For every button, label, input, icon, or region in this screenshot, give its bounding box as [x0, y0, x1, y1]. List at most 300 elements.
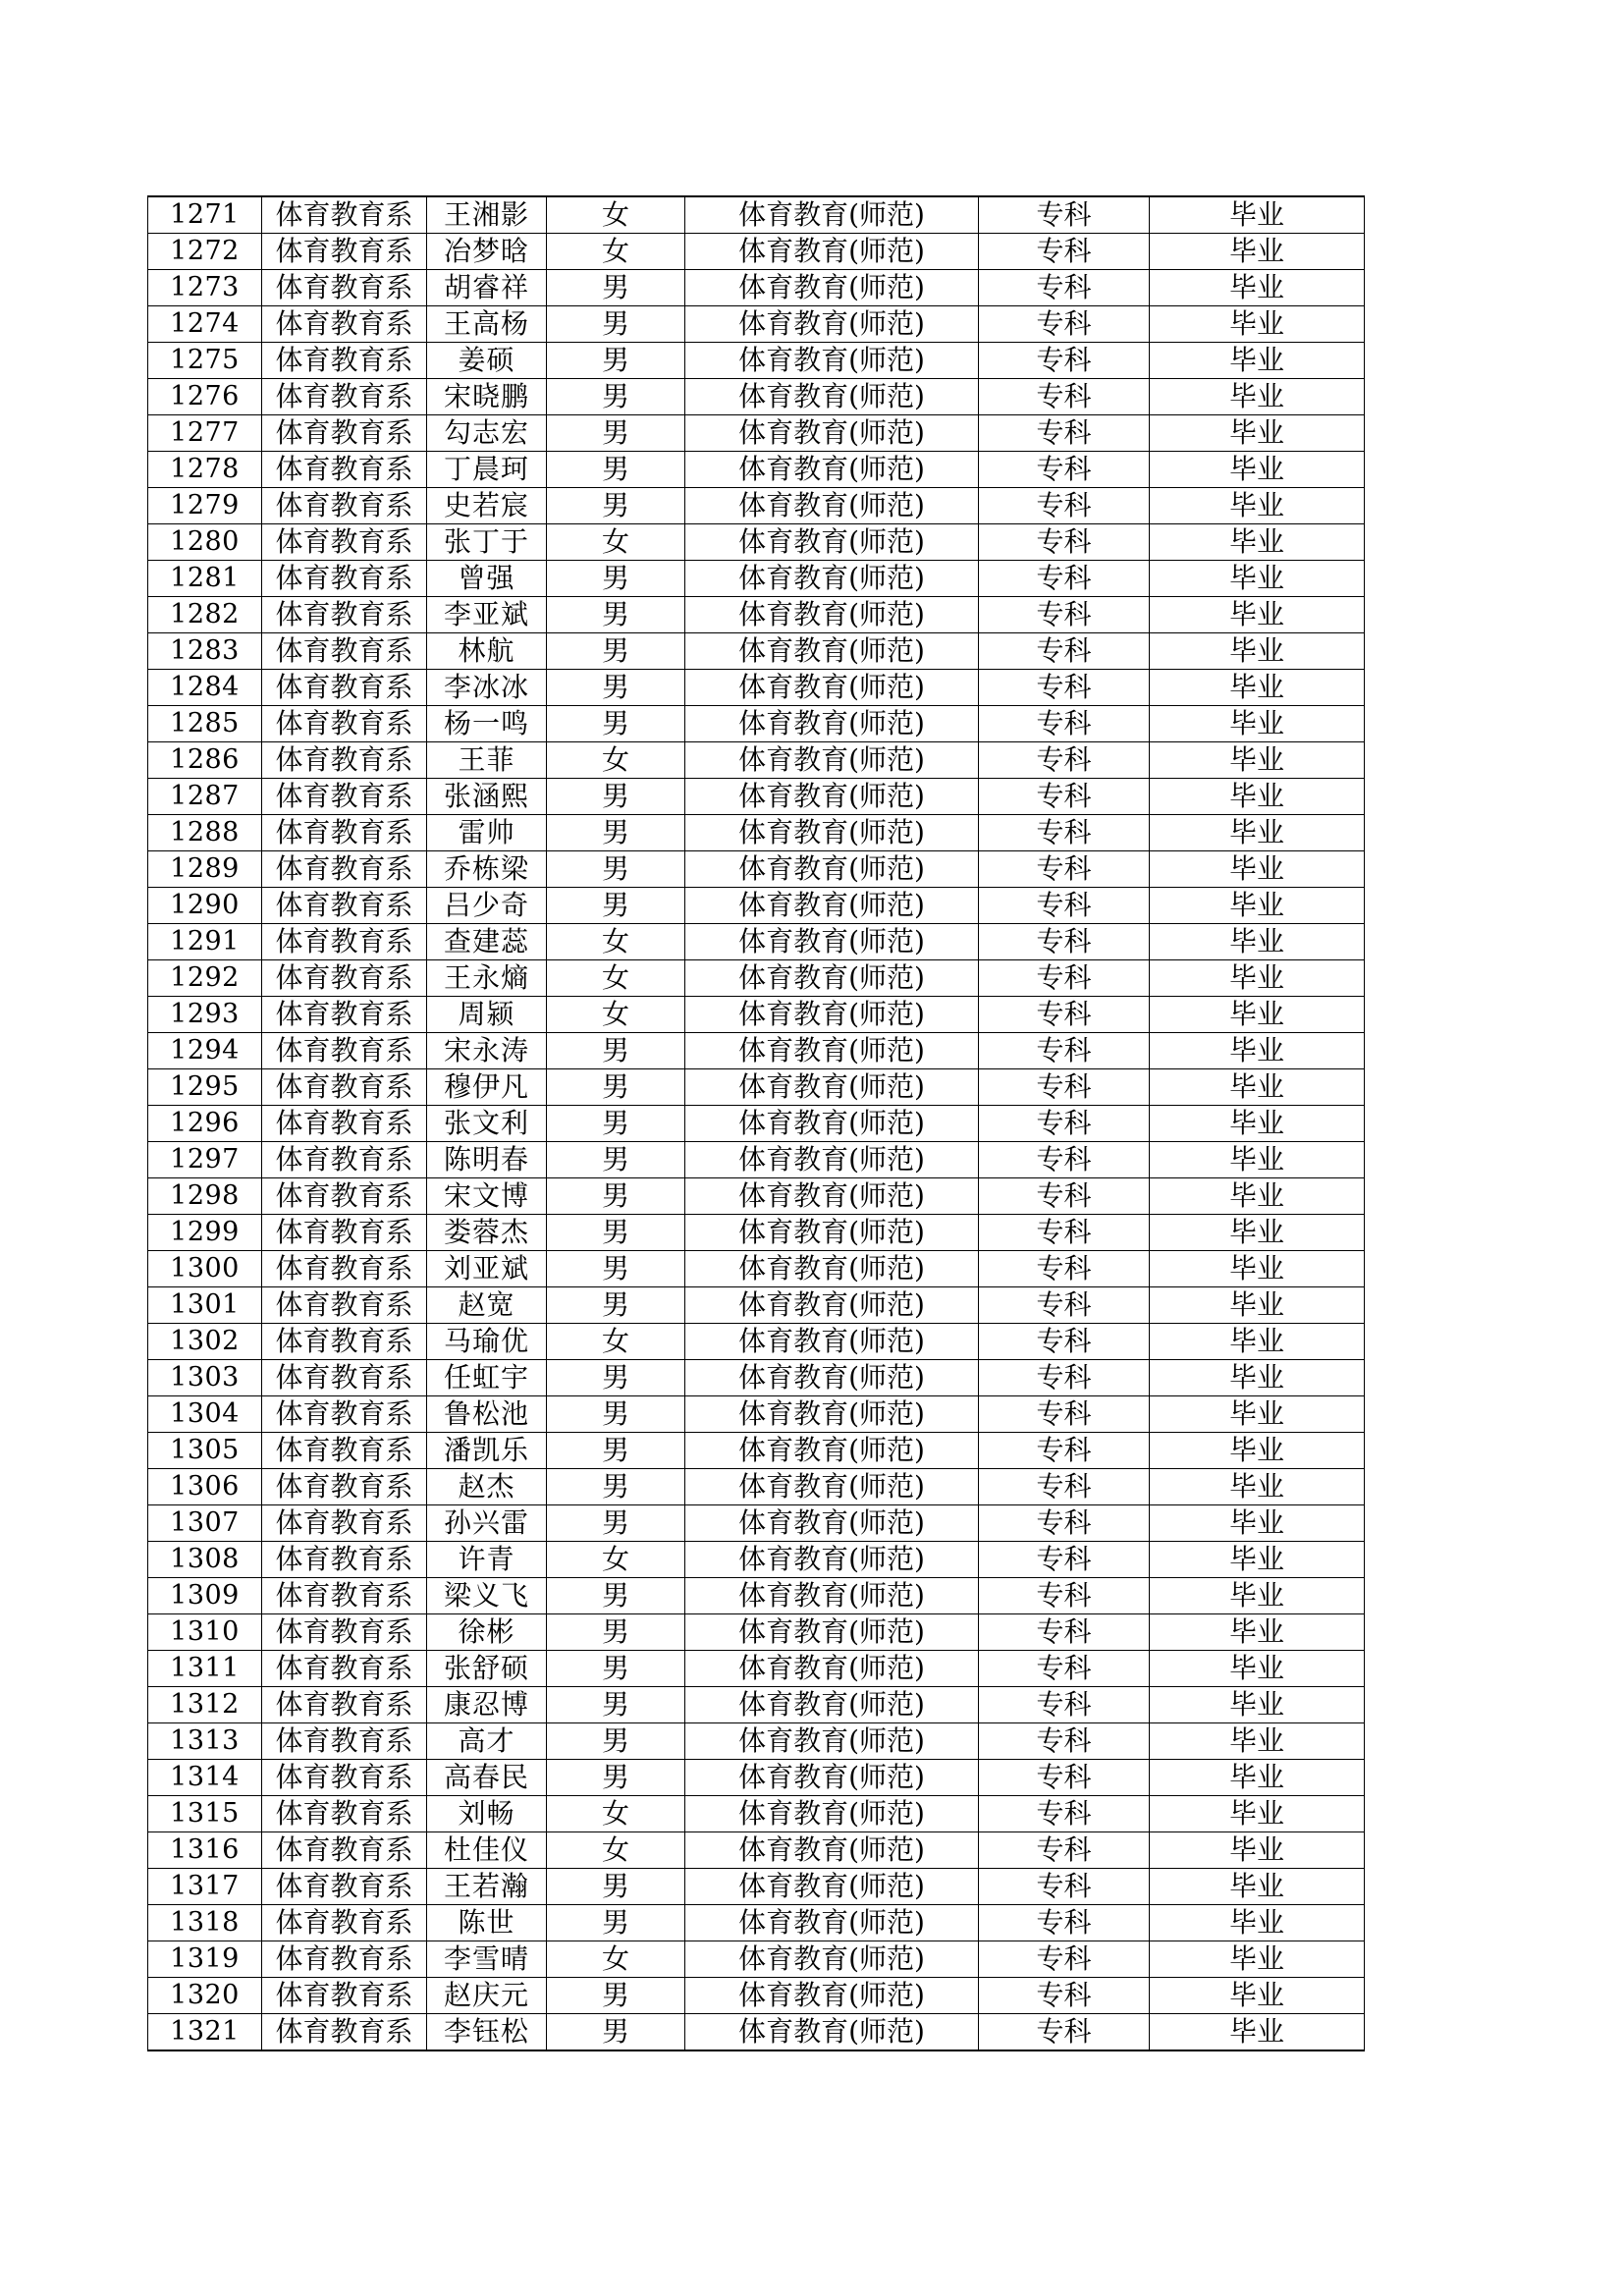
- row-number-cell: 1273: [148, 270, 262, 306]
- major-cell: 体育教育(师范): [685, 1723, 979, 1760]
- major-cell: 体育教育(师范): [685, 1505, 979, 1542]
- table-row: [148, 1106, 1365, 1142]
- table-row: [148, 452, 1365, 488]
- graduation-status-cell: 毕业: [1150, 561, 1365, 597]
- major-cell: 体育教育(师范): [685, 597, 979, 633]
- major-cell: 体育教育(师范): [685, 1251, 979, 1287]
- student-name-cell: 孙兴雷: [427, 1505, 547, 1542]
- row-number-cell: 1287: [148, 779, 262, 815]
- graduation-status-cell: 毕业: [1150, 2014, 1365, 2051]
- major-cell: 体育教育(师范): [685, 561, 979, 597]
- student-name-cell: 马瑜优: [427, 1324, 547, 1360]
- gender-cell: 男: [547, 1069, 685, 1106]
- student-name-cell: 陈世: [427, 1905, 547, 1941]
- department-cell: 体育教育系: [262, 1106, 427, 1142]
- student-name-cell: 娄蓉杰: [427, 1215, 547, 1251]
- gender-cell: 女: [547, 1796, 685, 1832]
- degree-level-cell: 专科: [979, 2014, 1150, 2051]
- gender-cell: 男: [547, 1215, 685, 1251]
- table-row: [148, 561, 1365, 597]
- row-number-cell: 1309: [148, 1578, 262, 1614]
- gender-cell: 男: [547, 1905, 685, 1941]
- graduation-status-cell: 毕业: [1150, 1106, 1365, 1142]
- graduation-status-cell: 毕业: [1150, 488, 1365, 524]
- degree-level-cell: 专科: [979, 1360, 1150, 1396]
- gender-cell: 男: [547, 561, 685, 597]
- gender-cell: 男: [547, 1106, 685, 1142]
- major-cell: 体育教育(师范): [685, 1360, 979, 1396]
- degree-level-cell: 专科: [979, 960, 1150, 997]
- degree-level-cell: 专科: [979, 815, 1150, 851]
- graduation-status-cell: 毕业: [1150, 1215, 1365, 1251]
- gender-cell: 女: [547, 1324, 685, 1360]
- graduation-status-cell: 毕业: [1150, 1251, 1365, 1287]
- table-row: [148, 2014, 1365, 2051]
- student-name-cell: 穆伊凡: [427, 1069, 547, 1106]
- major-cell: 体育教育(师范): [685, 452, 979, 488]
- degree-level-cell: 专科: [979, 1978, 1150, 2014]
- degree-level-cell: 专科: [979, 597, 1150, 633]
- major-cell: 体育教育(师范): [685, 1142, 979, 1178]
- table-row: [148, 1505, 1365, 1542]
- degree-level-cell: 专科: [979, 742, 1150, 779]
- table-row: [148, 1178, 1365, 1215]
- major-cell: 体育教育(师范): [685, 1469, 979, 1505]
- gender-cell: 男: [547, 1251, 685, 1287]
- student-name-cell: 李雪晴: [427, 1941, 547, 1978]
- graduation-status-cell: 毕业: [1150, 1941, 1365, 1978]
- department-cell: 体育教育系: [262, 1142, 427, 1178]
- graduation-status-cell: 毕业: [1150, 1832, 1365, 1869]
- major-cell: 体育教育(师范): [685, 379, 979, 415]
- major-cell: 体育教育(师范): [685, 1941, 979, 1978]
- department-cell: 体育教育系: [262, 1251, 427, 1287]
- major-cell: 体育教育(师范): [685, 1433, 979, 1469]
- student-name-cell: 雷帅: [427, 815, 547, 851]
- major-cell: 体育教育(师范): [685, 1578, 979, 1614]
- department-cell: 体育教育系: [262, 1215, 427, 1251]
- student-name-cell: 鲁松池: [427, 1396, 547, 1433]
- graduation-status-cell: 毕业: [1150, 1287, 1365, 1324]
- major-cell: 体育教育(师范): [685, 1106, 979, 1142]
- department-cell: 体育教育系: [262, 851, 427, 888]
- department-cell: 体育教育系: [262, 452, 427, 488]
- graduation-status-cell: 毕业: [1150, 779, 1365, 815]
- row-number-cell: 1286: [148, 742, 262, 779]
- gender-cell: 男: [547, 779, 685, 815]
- degree-level-cell: 专科: [979, 1287, 1150, 1324]
- student-name-cell: 王菲: [427, 742, 547, 779]
- row-number-cell: 1282: [148, 597, 262, 633]
- gender-cell: 男: [547, 597, 685, 633]
- department-cell: 体育教育系: [262, 1433, 427, 1469]
- table-row: [148, 633, 1365, 670]
- gender-cell: 男: [547, 1723, 685, 1760]
- row-number-cell: 1318: [148, 1905, 262, 1941]
- department-cell: 体育教育系: [262, 888, 427, 924]
- graduation-status-cell: 毕业: [1150, 960, 1365, 997]
- major-cell: 体育教育(师范): [685, 633, 979, 670]
- department-cell: 体育教育系: [262, 2014, 427, 2051]
- table-row: [148, 1324, 1365, 1360]
- major-cell: 体育教育(师范): [685, 815, 979, 851]
- major-cell: 体育教育(师范): [685, 196, 979, 234]
- gender-cell: 男: [547, 1651, 685, 1687]
- roster-table-body: [148, 196, 1365, 2050]
- department-cell: 体育教育系: [262, 1796, 427, 1832]
- gender-cell: 女: [547, 1832, 685, 1869]
- department-cell: 体育教育系: [262, 742, 427, 779]
- graduation-status-cell: 毕业: [1150, 1614, 1365, 1651]
- department-cell: 体育教育系: [262, 1287, 427, 1324]
- department-cell: 体育教育系: [262, 379, 427, 415]
- gender-cell: 男: [547, 1360, 685, 1396]
- degree-level-cell: 专科: [979, 306, 1150, 343]
- graduation-status-cell: 毕业: [1150, 815, 1365, 851]
- table-row: [148, 1033, 1365, 1069]
- department-cell: 体育教育系: [262, 1869, 427, 1905]
- graduation-status-cell: 毕业: [1150, 1433, 1365, 1469]
- graduation-status-cell: 毕业: [1150, 1651, 1365, 1687]
- table-row: [148, 924, 1365, 960]
- student-name-cell: 任虹宇: [427, 1360, 547, 1396]
- graduation-status-cell: 毕业: [1150, 851, 1365, 888]
- department-cell: 体育教育系: [262, 306, 427, 343]
- degree-level-cell: 专科: [979, 1324, 1150, 1360]
- row-number-cell: 1300: [148, 1251, 262, 1287]
- degree-level-cell: 专科: [979, 379, 1150, 415]
- degree-level-cell: 专科: [979, 1178, 1150, 1215]
- row-number-cell: 1314: [148, 1760, 262, 1796]
- table-row: [148, 1832, 1365, 1869]
- degree-level-cell: 专科: [979, 1142, 1150, 1178]
- table-row: [148, 815, 1365, 851]
- row-number-cell: 1293: [148, 997, 262, 1033]
- student-name-cell: 梁义飞: [427, 1578, 547, 1614]
- row-number-cell: 1289: [148, 851, 262, 888]
- student-name-cell: 张舒硕: [427, 1651, 547, 1687]
- row-number-cell: 1313: [148, 1723, 262, 1760]
- row-number-cell: 1295: [148, 1069, 262, 1106]
- degree-level-cell: 专科: [979, 1433, 1150, 1469]
- student-name-cell: 潘凯乐: [427, 1433, 547, 1469]
- department-cell: 体育教育系: [262, 1178, 427, 1215]
- graduation-status-cell: 毕业: [1150, 415, 1365, 452]
- department-cell: 体育教育系: [262, 1396, 427, 1433]
- major-cell: 体育教育(师范): [685, 1033, 979, 1069]
- table-row: [148, 1651, 1365, 1687]
- graduation-status-cell: 毕业: [1150, 524, 1365, 561]
- department-cell: 体育教育系: [262, 1905, 427, 1941]
- table-row: [148, 670, 1365, 706]
- table-row: [148, 1396, 1365, 1433]
- major-cell: 体育教育(师范): [685, 1832, 979, 1869]
- department-cell: 体育教育系: [262, 415, 427, 452]
- gender-cell: 男: [547, 379, 685, 415]
- graduation-status-cell: 毕业: [1150, 1142, 1365, 1178]
- table-row: [148, 343, 1365, 379]
- graduation-status-cell: 毕业: [1150, 1396, 1365, 1433]
- student-name-cell: 康忍博: [427, 1687, 547, 1723]
- row-number-cell: 1271: [148, 196, 262, 234]
- department-cell: 体育教育系: [262, 488, 427, 524]
- row-number-cell: 1311: [148, 1651, 262, 1687]
- major-cell: 体育教育(师范): [685, 1542, 979, 1578]
- row-number-cell: 1308: [148, 1542, 262, 1578]
- student-name-cell: 刘亚斌: [427, 1251, 547, 1287]
- row-number-cell: 1272: [148, 234, 262, 270]
- department-cell: 体育教育系: [262, 815, 427, 851]
- gender-cell: 男: [547, 1687, 685, 1723]
- gender-cell: 男: [547, 452, 685, 488]
- student-name-cell: 曾强: [427, 561, 547, 597]
- student-name-cell: 勾志宏: [427, 415, 547, 452]
- gender-cell: 男: [547, 415, 685, 452]
- table-row: [148, 1905, 1365, 1941]
- department-cell: 体育教育系: [262, 196, 427, 234]
- student-name-cell: 杨一鸣: [427, 706, 547, 742]
- student-name-cell: 高春民: [427, 1760, 547, 1796]
- student-name-cell: 赵宽: [427, 1287, 547, 1324]
- graduation-status-cell: 毕业: [1150, 1796, 1365, 1832]
- student-name-cell: 林航: [427, 633, 547, 670]
- row-number-cell: 1283: [148, 633, 262, 670]
- graduation-status-cell: 毕业: [1150, 670, 1365, 706]
- major-cell: 体育教育(师范): [685, 851, 979, 888]
- degree-level-cell: 专科: [979, 888, 1150, 924]
- row-number-cell: 1285: [148, 706, 262, 742]
- graduate-roster-table: [147, 195, 1365, 2051]
- row-number-cell: 1321: [148, 2014, 262, 2051]
- table-row: [148, 1215, 1365, 1251]
- major-cell: 体育教育(师范): [685, 1796, 979, 1832]
- student-name-cell: 李冰冰: [427, 670, 547, 706]
- graduation-status-cell: 毕业: [1150, 1033, 1365, 1069]
- degree-level-cell: 专科: [979, 415, 1150, 452]
- department-cell: 体育教育系: [262, 343, 427, 379]
- major-cell: 体育教育(师范): [685, 1687, 979, 1723]
- gender-cell: 女: [547, 1941, 685, 1978]
- department-cell: 体育教育系: [262, 960, 427, 997]
- major-cell: 体育教育(师范): [685, 1614, 979, 1651]
- student-name-cell: 宋晓鹏: [427, 379, 547, 415]
- gender-cell: 男: [547, 888, 685, 924]
- student-name-cell: 查建蕊: [427, 924, 547, 960]
- gender-cell: 男: [547, 488, 685, 524]
- table-row: [148, 1796, 1365, 1832]
- row-number-cell: 1278: [148, 452, 262, 488]
- gender-cell: 男: [547, 1033, 685, 1069]
- row-number-cell: 1315: [148, 1796, 262, 1832]
- degree-level-cell: 专科: [979, 1651, 1150, 1687]
- table-row: [148, 960, 1365, 997]
- row-number-cell: 1317: [148, 1869, 262, 1905]
- degree-level-cell: 专科: [979, 1215, 1150, 1251]
- degree-level-cell: 专科: [979, 1251, 1150, 1287]
- row-number-cell: 1291: [148, 924, 262, 960]
- degree-level-cell: 专科: [979, 1614, 1150, 1651]
- graduation-status-cell: 毕业: [1150, 706, 1365, 742]
- student-name-cell: 陈明春: [427, 1142, 547, 1178]
- department-cell: 体育教育系: [262, 633, 427, 670]
- table-row: [148, 1360, 1365, 1396]
- department-cell: 体育教育系: [262, 1360, 427, 1396]
- major-cell: 体育教育(师范): [685, 234, 979, 270]
- row-number-cell: 1310: [148, 1614, 262, 1651]
- student-name-cell: 李亚斌: [427, 597, 547, 633]
- table-row: [148, 270, 1365, 306]
- row-number-cell: 1320: [148, 1978, 262, 2014]
- major-cell: 体育教育(师范): [685, 270, 979, 306]
- table-row: [148, 1542, 1365, 1578]
- department-cell: 体育教育系: [262, 1324, 427, 1360]
- graduation-status-cell: 毕业: [1150, 1578, 1365, 1614]
- student-name-cell: 张文利: [427, 1106, 547, 1142]
- graduation-status-cell: 毕业: [1150, 1978, 1365, 2014]
- table-row: [148, 1069, 1365, 1106]
- student-name-cell: 王高杨: [427, 306, 547, 343]
- graduation-status-cell: 毕业: [1150, 997, 1365, 1033]
- gender-cell: 男: [547, 270, 685, 306]
- student-name-cell: 许青: [427, 1542, 547, 1578]
- table-row: [148, 306, 1365, 343]
- degree-level-cell: 专科: [979, 1905, 1150, 1941]
- graduation-status-cell: 毕业: [1150, 1469, 1365, 1505]
- degree-level-cell: 专科: [979, 1106, 1150, 1142]
- table-row: [148, 1578, 1365, 1614]
- degree-level-cell: 专科: [979, 670, 1150, 706]
- gender-cell: 男: [547, 1760, 685, 1796]
- table-row: [148, 415, 1365, 452]
- row-number-cell: 1312: [148, 1687, 262, 1723]
- major-cell: 体育教育(师范): [685, 1869, 979, 1905]
- row-number-cell: 1307: [148, 1505, 262, 1542]
- department-cell: 体育教育系: [262, 1469, 427, 1505]
- graduation-status-cell: 毕业: [1150, 597, 1365, 633]
- degree-level-cell: 专科: [979, 1687, 1150, 1723]
- degree-level-cell: 专科: [979, 234, 1150, 270]
- degree-level-cell: 专科: [979, 924, 1150, 960]
- department-cell: 体育教育系: [262, 1542, 427, 1578]
- degree-level-cell: 专科: [979, 1869, 1150, 1905]
- gender-cell: 女: [547, 196, 685, 234]
- graduation-status-cell: 毕业: [1150, 742, 1365, 779]
- student-name-cell: 姜硕: [427, 343, 547, 379]
- major-cell: 体育教育(师范): [685, 306, 979, 343]
- student-name-cell: 杜佳仪: [427, 1832, 547, 1869]
- major-cell: 体育教育(师范): [685, 742, 979, 779]
- graduation-status-cell: 毕业: [1150, 1069, 1365, 1106]
- table-row: [148, 488, 1365, 524]
- gender-cell: 男: [547, 1578, 685, 1614]
- major-cell: 体育教育(师范): [685, 1178, 979, 1215]
- gender-cell: 男: [547, 343, 685, 379]
- department-cell: 体育教育系: [262, 1033, 427, 1069]
- graduation-status-cell: 毕业: [1150, 1542, 1365, 1578]
- gender-cell: 女: [547, 960, 685, 997]
- graduation-status-cell: 毕业: [1150, 1723, 1365, 1760]
- major-cell: 体育教育(师范): [685, 779, 979, 815]
- row-number-cell: 1303: [148, 1360, 262, 1396]
- major-cell: 体育教育(师范): [685, 670, 979, 706]
- department-cell: 体育教育系: [262, 1723, 427, 1760]
- table-row: [148, 196, 1365, 234]
- degree-level-cell: 专科: [979, 1033, 1150, 1069]
- table-row: [148, 742, 1365, 779]
- department-cell: 体育教育系: [262, 1578, 427, 1614]
- row-number-cell: 1275: [148, 343, 262, 379]
- graduation-status-cell: 毕业: [1150, 452, 1365, 488]
- department-cell: 体育教育系: [262, 1832, 427, 1869]
- degree-level-cell: 专科: [979, 1760, 1150, 1796]
- table-row: [148, 1978, 1365, 2014]
- table-row: [148, 1760, 1365, 1796]
- department-cell: 体育教育系: [262, 670, 427, 706]
- table-row: [148, 379, 1365, 415]
- student-name-cell: 刘畅: [427, 1796, 547, 1832]
- table-row: [148, 1433, 1365, 1469]
- row-number-cell: 1288: [148, 815, 262, 851]
- student-name-cell: 冶梦晗: [427, 234, 547, 270]
- degree-level-cell: 专科: [979, 524, 1150, 561]
- table-row: [148, 779, 1365, 815]
- major-cell: 体育教育(师范): [685, 1651, 979, 1687]
- table-row: [148, 851, 1365, 888]
- student-name-cell: 高才: [427, 1723, 547, 1760]
- graduation-status-cell: 毕业: [1150, 888, 1365, 924]
- gender-cell: 男: [547, 1142, 685, 1178]
- gender-cell: 男: [547, 1178, 685, 1215]
- major-cell: 体育教育(师范): [685, 1069, 979, 1106]
- gender-cell: 男: [547, 1978, 685, 2014]
- degree-level-cell: 专科: [979, 1542, 1150, 1578]
- degree-level-cell: 专科: [979, 343, 1150, 379]
- student-name-cell: 王若瀚: [427, 1869, 547, 1905]
- student-name-cell: 史若宸: [427, 488, 547, 524]
- row-number-cell: 1290: [148, 888, 262, 924]
- degree-level-cell: 专科: [979, 1469, 1150, 1505]
- major-cell: 体育教育(师范): [685, 415, 979, 452]
- degree-level-cell: 专科: [979, 270, 1150, 306]
- row-number-cell: 1319: [148, 1941, 262, 1978]
- row-number-cell: 1274: [148, 306, 262, 343]
- major-cell: 体育教育(师范): [685, 1905, 979, 1941]
- department-cell: 体育教育系: [262, 524, 427, 561]
- table-row: [148, 1251, 1365, 1287]
- graduation-status-cell: 毕业: [1150, 1360, 1365, 1396]
- gender-cell: 男: [547, 1869, 685, 1905]
- table-row: [148, 997, 1365, 1033]
- gender-cell: 男: [547, 851, 685, 888]
- department-cell: 体育教育系: [262, 597, 427, 633]
- degree-level-cell: 专科: [979, 1723, 1150, 1760]
- row-number-cell: 1276: [148, 379, 262, 415]
- department-cell: 体育教育系: [262, 234, 427, 270]
- graduation-status-cell: 毕业: [1150, 1505, 1365, 1542]
- graduation-status-cell: 毕业: [1150, 1869, 1365, 1905]
- degree-level-cell: 专科: [979, 633, 1150, 670]
- table-row: [148, 1614, 1365, 1651]
- gender-cell: 男: [547, 1469, 685, 1505]
- graduation-status-cell: 毕业: [1150, 1905, 1365, 1941]
- graduation-status-cell: 毕业: [1150, 270, 1365, 306]
- major-cell: 体育教育(师范): [685, 1760, 979, 1796]
- student-name-cell: 丁晨珂: [427, 452, 547, 488]
- row-number-cell: 1305: [148, 1433, 262, 1469]
- degree-level-cell: 专科: [979, 851, 1150, 888]
- table-row: [148, 1941, 1365, 1978]
- department-cell: 体育教育系: [262, 779, 427, 815]
